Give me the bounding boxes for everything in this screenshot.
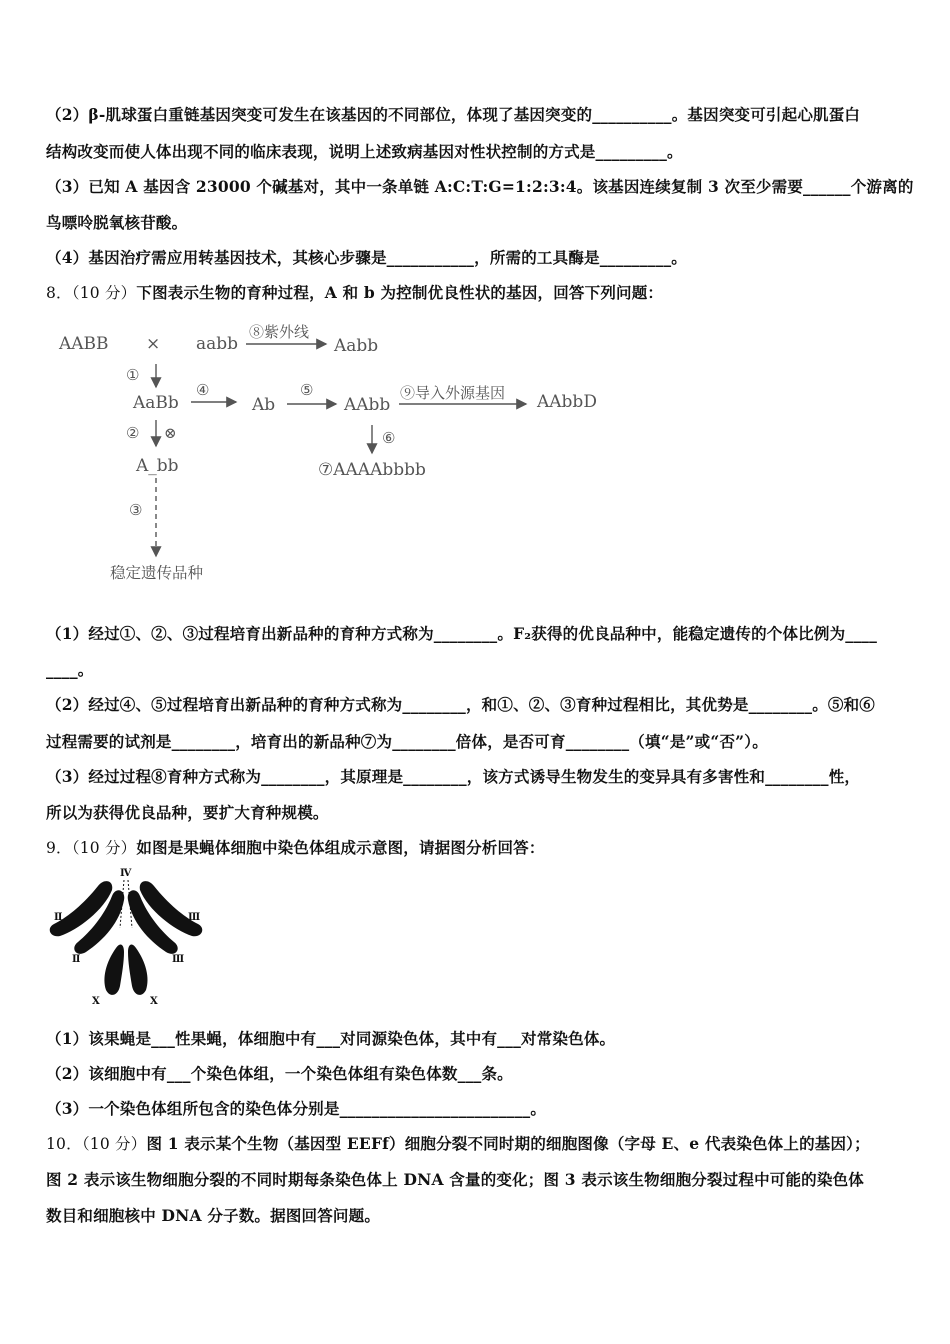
fruit-fly-karyotype — [46, 866, 216, 1011]
selfing-symbol: ⊗ — [164, 424, 177, 442]
label-x-left: X — [92, 996, 100, 1007]
step-1: ① — [126, 366, 140, 384]
q8-sub1-line2: ____。 — [46, 660, 94, 679]
label-ii-bottom: Ⅱ — [72, 954, 81, 965]
step-4: ④ — [196, 381, 210, 399]
label-iv: Ⅳ — [120, 868, 132, 879]
breeding-diagram — [56, 320, 616, 590]
step-3: ③ — [129, 501, 143, 519]
q9-number: 9．（10 分） — [46, 839, 137, 857]
q9-sub3: （3）一个染色体组所包含的染色体分别是________________________。 — [46, 1099, 547, 1118]
q8-stem — [46, 281, 663, 303]
chromosome-x-left — [104, 945, 124, 995]
transgenic-aabbd: AAbbD — [537, 392, 597, 412]
step-6: ⑥ — [382, 429, 396, 447]
step-8-uv: ⑧紫外线 — [249, 323, 310, 341]
q10-line1 — [46, 1132, 870, 1154]
q8-sub2-line2: 过程需要的试剂是________，培育出的新品种⑦为________倍体，是否可育________（填“是”或“否”）。 — [46, 732, 768, 751]
q10-number: 10．（10 分） — [46, 1135, 147, 1153]
f1-aabb: AaBb — [133, 393, 179, 413]
step-5: ⑤ — [300, 381, 314, 399]
parent-aabb-recessive: aabb — [196, 334, 239, 354]
step-2: ② — [126, 424, 140, 442]
q10-text-1: 图 1 表示某个生物（基因型 EEFf）细胞分裂不同时期的细胞图像（字母 E、e 代表染色体上的基因）； — [146, 1134, 870, 1153]
label-x-right: X — [150, 996, 158, 1007]
q9-stem-text: 如图是果蝇体细胞中染色体组成示意图，请据图分析回答： — [136, 838, 545, 857]
q8-sub3-line1: （3）经过过程⑧育种方式称为________，其原理是________，该方式诱导生物发生的变异具有多害性和________性， — [46, 767, 861, 786]
step-9-gene: ⑨导入外源基因 — [400, 384, 506, 402]
haploid-ab: Ab — [252, 395, 276, 415]
q9-sub1: （1）该果蝇是___性果蝇，体细胞中有___对同源染色体，其中有___对常染色体。 — [46, 1029, 616, 1048]
doubled-aabb: AAbb — [344, 395, 391, 415]
label-iii-bottom: Ⅲ — [172, 954, 185, 965]
q10-line3: 数目和细胞核中 DNA 分子数。据图回答问题。 — [46, 1206, 381, 1225]
f2-a-bb: A_bb — [136, 456, 179, 476]
q10-line2: 图 2 表示该生物细胞分裂的不同时期每条染色体上 DNA 含量的变化；图 3 表示该生物细胞分裂过程中可能的染色体 — [46, 1170, 864, 1189]
parent-aabb-dominant: AABB — [59, 334, 109, 354]
label-ii-top: Ⅱ — [54, 912, 63, 923]
q7-sub2-line2: 结构改变而使人体出现不同的临床表现，说明上述致病基因对性状控制的方式是_________。 — [46, 142, 683, 161]
q9-stem — [46, 836, 545, 858]
label-iii-top: Ⅲ — [188, 912, 201, 923]
q9-sub2: （2）该细胞中有___个染色体组，一个染色体组有染色体数___条。 — [46, 1064, 513, 1083]
q7-sub2-line1: （2）β-肌球蛋白重链基因突变可发生在该基因的不同部位，体现了基因突变的__________。基因突变可引起心肌蛋白 — [46, 105, 861, 124]
cross-symbol: × — [146, 334, 161, 354]
mutant-aabb: Aabb — [334, 336, 379, 356]
stable-variety: 稳定遗传品种 — [110, 564, 204, 582]
q7-sub3-line2: 鸟嘌呤脱氧核苷酸。 — [46, 213, 188, 232]
q8-sub3-line2: 所以为获得优良品种，要扩大育种规模。 — [46, 803, 329, 822]
q7-sub3-line1: （3）已知 A 基因含 23000 个碱基对，其中一条单链 A:C:T:G=1:2:3:4。该基因连续复制 3 次至少需要______个游离的 — [46, 177, 914, 196]
tetraploid-label: ⑦AAAAbbbb — [318, 460, 426, 480]
q8-sub2-line1: （2）经过④、⑤过程培育出新品种的育种方式称为________，和①、②、③育种过程相比，其优势是________。⑤和⑥ — [46, 695, 875, 714]
q8-number: 8．（10 分） — [46, 284, 137, 302]
q8-stem-text: 下图表示生物的育种过程，A 和 b 为控制优良性状的基因，回答下列问题： — [136, 283, 664, 302]
q8-sub1-line1: （1）经过①、②、③过程培育出新品种的育种方式称为________。F₂获得的优良品种中，能稳定遗传的个体比例为____ — [46, 624, 878, 643]
chromosome-x-right — [128, 945, 148, 995]
q7-sub4: （4）基因治疗需应用转基因技术，其核心步骤是___________，所需的工具酶是_________。 — [46, 248, 687, 267]
